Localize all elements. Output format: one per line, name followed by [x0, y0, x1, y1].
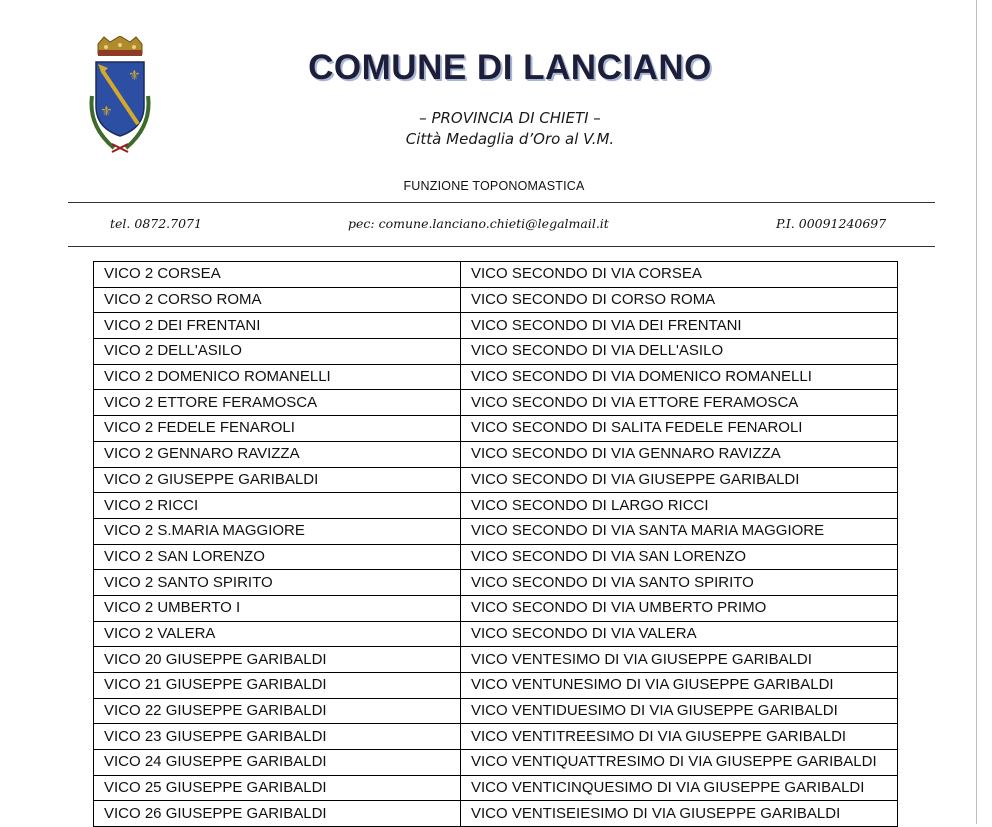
short-street-name-cell: VICO 22 GIUSEPPE GARIBALDI — [94, 698, 461, 724]
short-street-name-cell: VICO 2 SAN LORENZO — [94, 544, 461, 570]
full-street-name-cell: VICO VENTIQUATTRESIMO DI VIA GIUSEPPE GARIBALDI — [461, 750, 898, 776]
full-street-name-cell: VICO SECONDO DI VIA CORSEA — [461, 262, 898, 288]
department-name: FUNZIONE TOPONOMASTICA — [403, 179, 585, 193]
table-row — [94, 313, 898, 339]
short-street-name-cell: VICO 2 RICCI — [94, 493, 461, 519]
full-street-name-cell: VICO SECONDO DI VIA DELL'ASILO — [461, 339, 898, 365]
full-street-name-cell: VICO SECONDO DI VIA SANTO SPIRITO — [461, 570, 898, 596]
short-street-name-cell: VICO 25 GIUSEPPE GARIBALDI — [94, 775, 461, 801]
table-row — [94, 595, 898, 621]
short-street-name-cell: VICO 2 GENNARO RAVIZZA — [94, 441, 461, 467]
full-street-name-cell: VICO SECONDO DI VIA VALERA — [461, 621, 898, 647]
short-street-name-cell: VICO 2 FEDELE FENAROLI — [94, 416, 461, 442]
table-row — [94, 724, 898, 750]
table-row — [94, 647, 898, 673]
table-row — [94, 262, 898, 288]
short-street-name-cell: VICO 2 DEI FRENTANI — [94, 313, 461, 339]
phone-number: tel. 0872.7071 — [110, 216, 202, 231]
full-street-name-cell: VICO SECONDO DI VIA UMBERTO PRIMO — [461, 595, 898, 621]
full-street-name-cell: VICO SECONDO DI LARGO RICCI — [461, 493, 898, 519]
full-street-name-cell: VICO SECONDO DI VIA ETTORE FERAMOSCA — [461, 390, 898, 416]
table-row — [94, 390, 898, 416]
short-street-name-cell: VICO 21 GIUSEPPE GARIBALDI — [94, 673, 461, 699]
full-street-name-cell: VICO SECONDO DI VIA SAN LORENZO — [461, 544, 898, 570]
short-street-name-cell: VICO 2 ETTORE FERAMOSCA — [94, 390, 461, 416]
short-street-name-cell: VICO 26 GIUSEPPE GARIBALDI — [94, 801, 461, 827]
short-street-name-cell: VICO 2 CORSEA — [94, 262, 461, 288]
short-street-name-cell: VICO 20 GIUSEPPE GARIBALDI — [94, 647, 461, 673]
full-street-name-cell: VICO SECONDO DI VIA DOMENICO ROMANELLI — [461, 364, 898, 390]
full-street-name-cell: VICO SECONDO DI VIA DEI FRENTANI — [461, 313, 898, 339]
motto-line: Città Medaglia d’Oro al V.M. — [405, 130, 615, 148]
short-street-name-cell: VICO 2 GIUSEPPE GARIBALDI — [94, 467, 461, 493]
table-row — [94, 287, 898, 313]
table-row — [94, 518, 898, 544]
table-row — [94, 467, 898, 493]
vat-number: P.I. 00091240697 — [776, 216, 887, 231]
short-street-name-cell: VICO 2 S.MARIA MAGGIORE — [94, 518, 461, 544]
full-street-name-cell: VICO VENTESIMO DI VIA GIUSEPPE GARIBALDI — [461, 647, 898, 673]
table-row — [94, 698, 898, 724]
short-street-name-cell: VICO 2 VALERA — [94, 621, 461, 647]
full-street-name-cell: VICO SECONDO DI VIA GENNARO RAVIZZA — [461, 441, 898, 467]
short-street-name-cell: VICO 2 CORSO ROMA — [94, 287, 461, 313]
header-divider-bottom — [68, 246, 935, 247]
svg-text:⚜: ⚜ — [128, 68, 141, 84]
full-street-name-cell: VICO SECONDO DI SALITA FEDELE FENAROLI — [461, 416, 898, 442]
table-row — [94, 621, 898, 647]
table-row — [94, 775, 898, 801]
table-row — [94, 544, 898, 570]
short-street-name-cell: VICO 2 UMBERTO I — [94, 595, 461, 621]
svg-text:⚜: ⚜ — [100, 104, 113, 120]
table-row — [94, 339, 898, 365]
table-row — [94, 493, 898, 519]
table-row — [94, 673, 898, 699]
street-name-table — [93, 261, 898, 827]
full-street-name-cell: VICO VENTICINQUESIMO DI VIA GIUSEPPE GARIBALDI — [461, 775, 898, 801]
table-row — [94, 801, 898, 827]
short-street-name-cell: VICO 24 GIUSEPPE GARIBALDI — [94, 750, 461, 776]
short-street-name-cell: VICO 23 GIUSEPPE GARIBALDI — [94, 724, 461, 750]
table-row — [94, 441, 898, 467]
full-street-name-cell: VICO VENTISEIESIMO DI VIA GIUSEPPE GARIBALDI — [461, 801, 898, 827]
table-row — [94, 416, 898, 442]
full-street-name-cell: VICO SECONDO DI VIA GIUSEPPE GARIBALDI — [461, 467, 898, 493]
short-street-name-cell: VICO 2 DOMENICO ROMANELLI — [94, 364, 461, 390]
pec-address: pec: comune.lanciano.chieti@legalmail.it — [348, 216, 609, 231]
full-street-name-cell: VICO SECONDO DI VIA SANTA MARIA MAGGIORE — [461, 518, 898, 544]
table-row — [94, 750, 898, 776]
page-title: COMUNE DI LANCIANO — [308, 48, 712, 87]
header-divider-top — [68, 202, 935, 203]
full-street-name-cell: VICO SECONDO DI CORSO ROMA — [461, 287, 898, 313]
full-street-name-cell: VICO VENTIDUESIMO DI VIA GIUSEPPE GARIBALDI — [461, 698, 898, 724]
full-street-name-cell: VICO VENTUNESIMO DI VIA GIUSEPPE GARIBALDI — [461, 673, 898, 699]
short-street-name-cell: VICO 2 SANTO SPIRITO — [94, 570, 461, 596]
full-street-name-cell: VICO VENTITREESIMO DI VIA GIUSEPPE GARIBALDI — [461, 724, 898, 750]
province-line: – PROVINCIA DI CHIETI – — [419, 109, 601, 127]
table-row — [94, 364, 898, 390]
short-street-name-cell: VICO 2 DELL'ASILO — [94, 339, 461, 365]
table-row — [94, 570, 898, 596]
